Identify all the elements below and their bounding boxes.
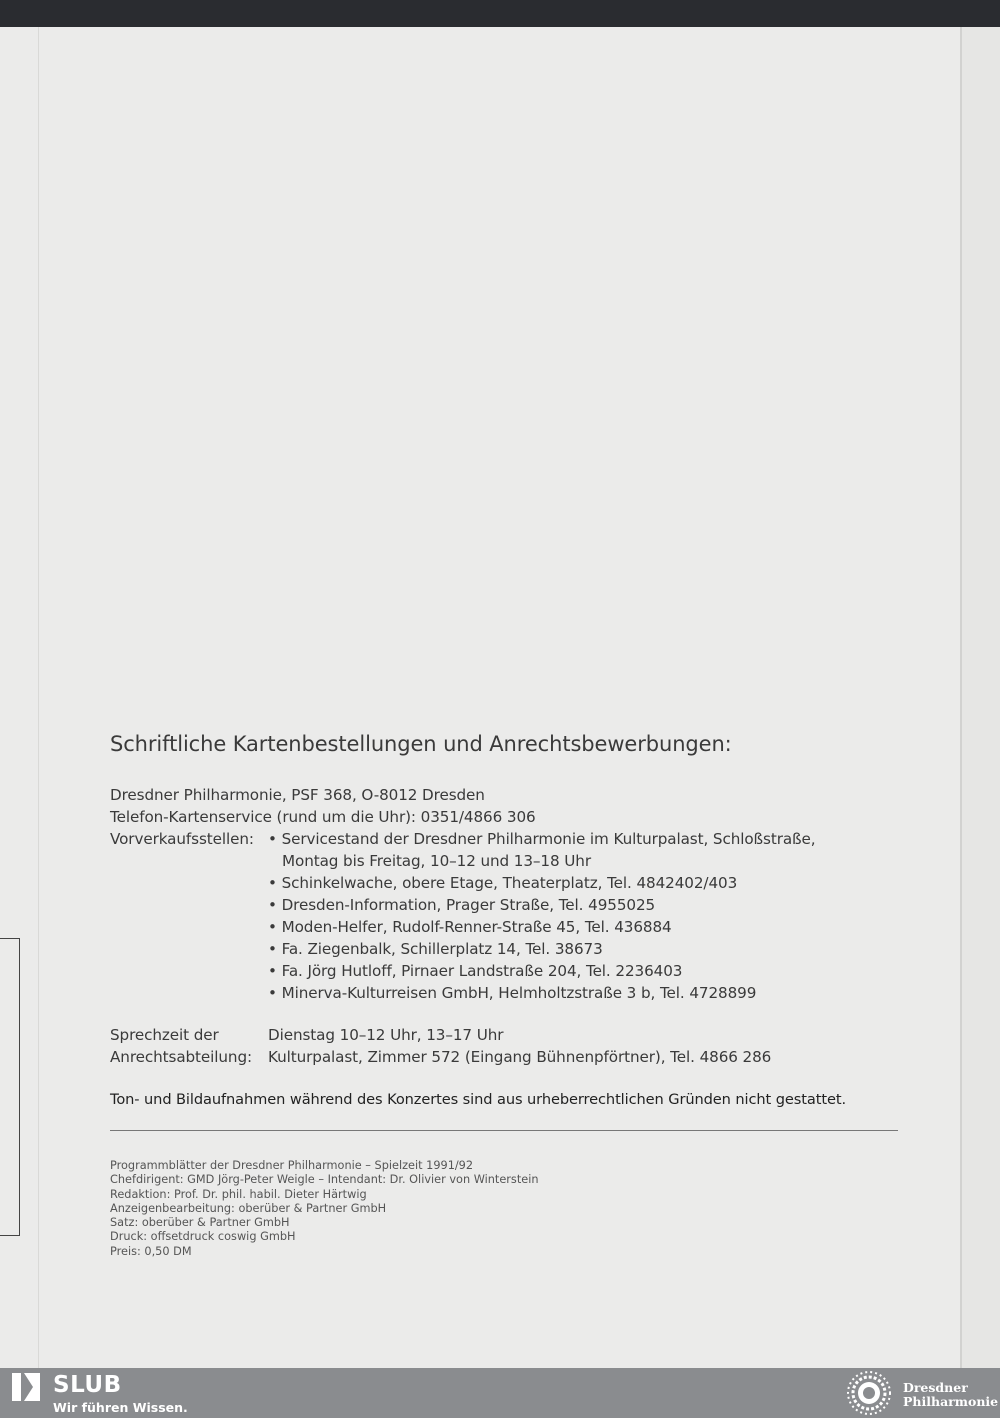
office-label: Sprechzeit der [110, 1026, 219, 1044]
left-margin-box [0, 938, 20, 1236]
presale-item: • Fa. Jörg Hutloff, Pirnaer Landstraße 204, Tel. 2236403 [268, 962, 683, 980]
presale-item: • Schinkelwache, obere Etage, Theaterplatz, Tel. 4842402/403 [268, 874, 738, 892]
presale-item: • Dresden-Information, Prager Straße, Tel. 4955025 [268, 896, 656, 914]
slub-logo-icon[interactable] [12, 1373, 40, 1401]
imprint-line: Chefdirigent: GMD Jörg-Peter Weigle – Intendant: Dr. Olivier von Winterstein [110, 1173, 539, 1187]
slub-logo-text[interactable]: SLUB [53, 1372, 122, 1398]
partner-name [903, 1381, 998, 1409]
address-line: Dresdner Philharmonie, PSF 368, O-8012 Dresden [110, 786, 485, 804]
presale-item: • Moden-Helfer, Rudolf-Renner-Straße 45, Tel. 436884 [268, 918, 672, 936]
partner-name-line: Philharmonie [903, 1394, 999, 1409]
office-hours: Dienstag 10–12 Uhr, 13–17 Uhr [268, 1026, 504, 1044]
presale-label: Vorverkaufsstellen: [110, 830, 254, 848]
imprint-line: Satz: oberüber & Partner GmbH [110, 1216, 290, 1230]
imprint [110, 1159, 539, 1259]
presale-item: • Fa. Ziegenbalk, Schillerplatz 14, Tel. 38673 [268, 940, 603, 958]
top-scan-border [0, 0, 1000, 27]
imprint-line: Redaktion: Prof. Dr. phil. habil. Dieter Härtwig [110, 1187, 367, 1201]
imprint-line: Druck: offsetdruck coswig GmbH [110, 1230, 296, 1244]
section-heading: Schriftliche Kartenbestellungen und Anrechtsbewerbungen: [110, 732, 732, 756]
presale-item: • Servicestand der Dresdner Philharmonie im Kulturpalast, Schloßstraße, [268, 830, 816, 848]
office-label: Anrechtsabteilung: [110, 1048, 253, 1066]
recording-notice: Ton- und Bildaufnahmen während des Konzertes sind aus urheberrechtlichen Gründen nicht gestattet. [110, 1091, 847, 1108]
imprint-line: Anzeigenbearbeitung: oberüber & Partner GmbH [110, 1201, 387, 1215]
presale-item: • Minerva-Kulturreisen GmbH, Helmholtzstraße 3 b, Tel. 4728899 [268, 984, 757, 1002]
right-page-edge [962, 27, 1000, 1368]
dresdner-philharmonie-logo-icon[interactable] [842, 1368, 896, 1418]
divider [110, 1130, 898, 1131]
imprint-line: Preis: 0,50 DM [110, 1244, 192, 1258]
partner-name-line: Dresdner [903, 1380, 968, 1395]
slub-tagline: Wir führen Wissen. [53, 1400, 188, 1415]
phone-line: Telefon-Kartenservice (rund um die Uhr): 0351/4866 306 [110, 808, 536, 826]
fold-line-left [38, 27, 39, 1368]
office-location: Kulturpalast, Zimmer 572 (Eingang Bühnenpförtner), Tel. 4866 286 [268, 1048, 772, 1066]
fold-line-right [960, 27, 962, 1368]
presale-item-continuation: Montag bis Freitag, 10–12 und 13–18 Uhr [282, 852, 591, 870]
imprint-line: Programmblätter der Dresdner Philharmonie – Spielzeit 1991/92 [110, 1159, 474, 1172]
